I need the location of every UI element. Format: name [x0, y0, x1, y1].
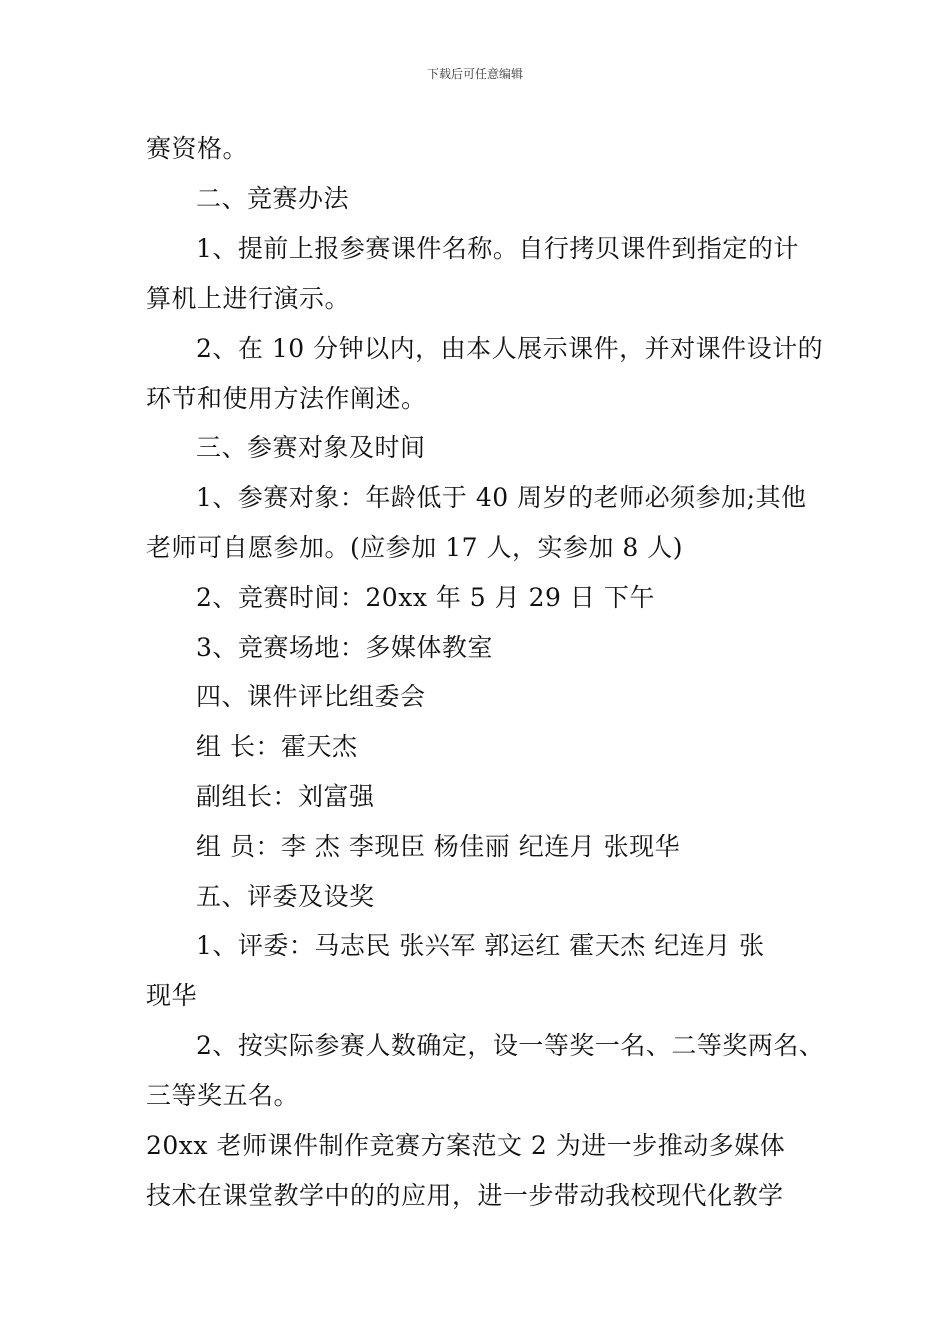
- text-line: 2、按实际参赛人数确定，设一等奖一名、二等奖两名、: [196, 1031, 825, 1060]
- text-line: 1、提前上报参赛课件名称。自行拷贝课件到指定的计: [196, 234, 799, 263]
- text-line: 赛资格。: [146, 134, 249, 163]
- text-line: 环节和使用方法作阐述。: [146, 384, 427, 413]
- text-line: 20xx 老师课件制作竞赛方案范文 2 为进一步推动多媒体: [146, 1131, 786, 1160]
- text-line: 算机上进行演示。: [146, 284, 351, 313]
- text-line: 1、评委：马志民 张兴军 郭运红 霍天杰 纪连月 张: [196, 931, 765, 960]
- section-heading: 三、参赛对象及时间: [196, 433, 426, 462]
- section-heading: 四、课件评比组委会: [196, 682, 426, 711]
- text-line: 副组长：刘富强: [196, 782, 375, 811]
- text-line: 现华: [146, 981, 198, 1010]
- text-line: 组 长：霍天杰: [196, 732, 358, 761]
- section-heading: 五、评委及设奖: [196, 882, 375, 911]
- section-heading: 二、竞赛办法: [196, 184, 350, 213]
- text-line: 三等奖五名。: [146, 1081, 300, 1110]
- text-line: 老师可自愿参加。(应参加 17 人，实参加 8 人): [146, 533, 684, 562]
- text-line: 技术在课堂教学中的的应用，进一步带动我校现代化教学: [146, 1181, 784, 1210]
- text-line: 2、竞赛时间：20xx 年 5 月 29 日 下午: [196, 583, 655, 612]
- text-line: 组 员：李 杰 李现臣 杨佳丽 纪连月 张现华: [196, 832, 681, 861]
- text-line: 3、竞赛场地：多媒体教室: [196, 633, 493, 662]
- text-line: 2、在 10 分钟以内，由本人展示课件，并对课件设计的: [196, 334, 824, 363]
- page-header: 下载后可任意编辑: [426, 67, 523, 81]
- text-line: 1、参赛对象：年龄低于 40 周岁的老师必须参加;其他: [196, 483, 807, 512]
